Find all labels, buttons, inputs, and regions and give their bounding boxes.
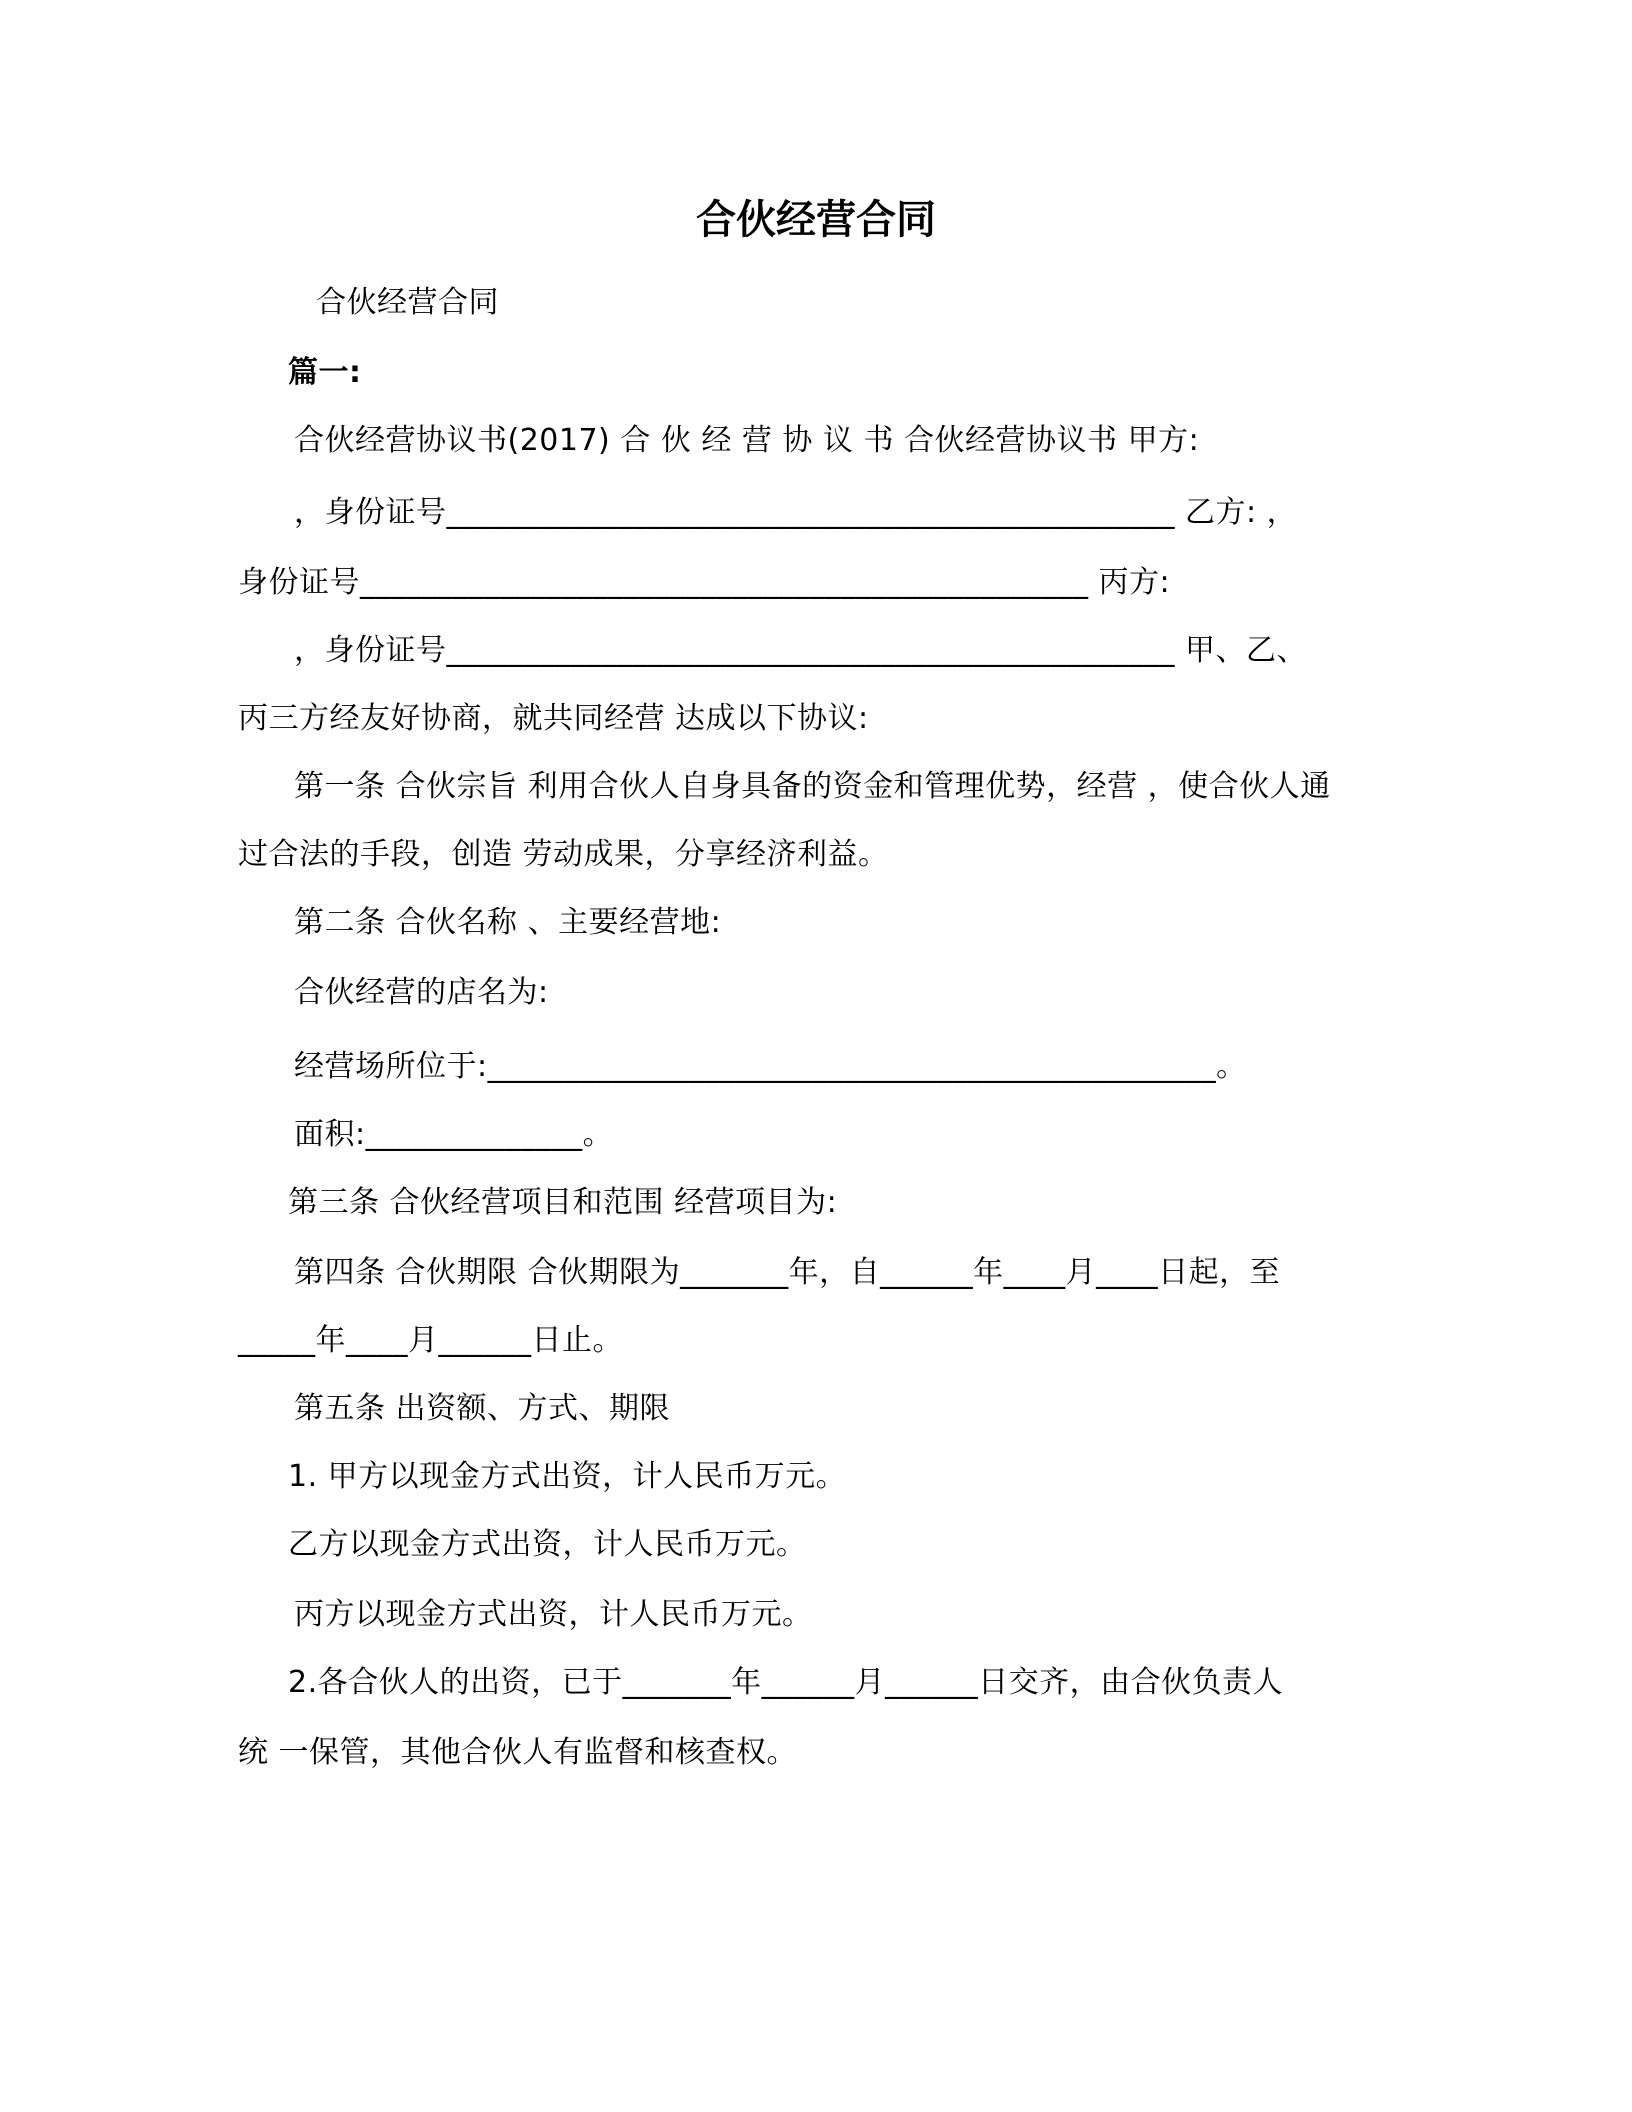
paragraph-line: 合伙经营协议书(2017) 合 伙 经 营 协 议 书 合伙经营协议书 甲方:: [294, 423, 1200, 458]
paragraph-line: 第一条 合伙宗旨 利用合伙人自身具备的资金和管理优势，经营 ，使合伙人通: [294, 769, 1331, 804]
paragraph-line: ，身份证号_______________________________________________ 乙方: ，: [294, 495, 1298, 530]
paragraph-line: 第二条 合伙名称 、主要经营地:: [294, 905, 722, 940]
paragraph-line: 过合法的手段，创造 劳动成果，分享经济利益。: [238, 837, 889, 872]
paragraph-line: 合伙经营的店名为:: [294, 975, 549, 1010]
paragraph-line: 第四条 合伙期限 合伙期限为_______年，自______年____月____日起，至: [294, 1255, 1281, 1290]
paragraph-line: 2.各合伙人的出资，已于_______年______月______日交齐，由合伙负责人: [288, 1665, 1284, 1700]
section-heading: 篇一:: [288, 355, 362, 390]
paragraph-line: 面积:______________。: [294, 1117, 614, 1152]
paragraph-line: 经营场所位于:_______________________________________________。: [294, 1049, 1247, 1084]
paragraph-line: 第五条 出资额、方式、期限: [294, 1391, 671, 1426]
paragraph-line: 第三条 合伙经营项目和范围 经营项目为:: [288, 1185, 838, 1220]
subtitle: 合伙经营合同: [316, 285, 499, 320]
paragraph-line: 乙方以现金方式出资，计人民币万元。: [288, 1527, 807, 1562]
paragraph-line: 身份证号_______________________________________________ 丙方:: [238, 565, 1171, 600]
document-title: 合伙经营合同: [696, 197, 936, 243]
paragraph-line: 丙三方经友好协商，就共同经营 达成以下协议:: [238, 701, 869, 736]
paragraph-line: _____年____月______日止。: [238, 1323, 623, 1358]
paragraph-line: 丙方以现金方式出资，计人民币万元。: [294, 1597, 813, 1632]
paragraph-line: ，身份证号_______________________________________________ 甲、乙、: [294, 633, 1308, 668]
paragraph-line: 统 一保管，其他合伙人有监督和核查权。: [238, 1735, 798, 1770]
paragraph-line: 1. 甲方以现金方式出资，计人民币万元。: [288, 1459, 847, 1494]
